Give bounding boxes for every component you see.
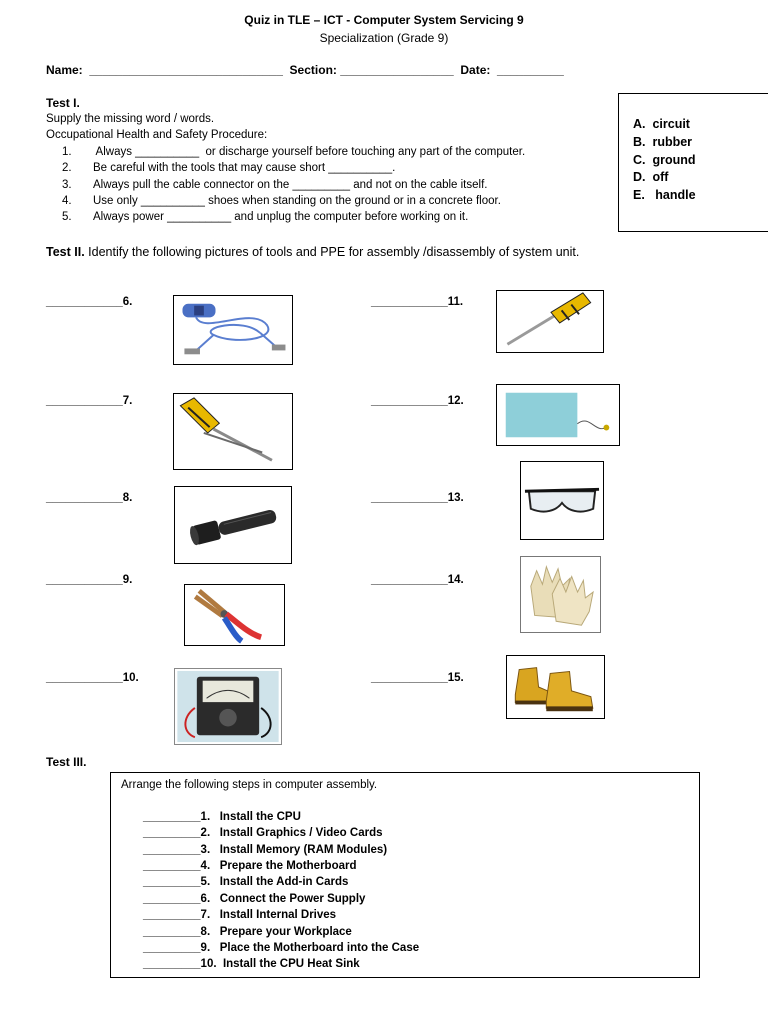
assembly-step: _________1. Install the CPU xyxy=(143,811,301,823)
assembly-step: _________2. Install Graphics / Video Cards xyxy=(143,827,383,839)
test1-item-text: Always pull the cable connector on the _________ and not on the cable itself. xyxy=(93,179,488,191)
test1-heading: Test I. xyxy=(46,96,80,110)
test1-item-number: 3. xyxy=(62,179,72,191)
answer-choices-box xyxy=(618,93,768,232)
flat-screwdriver-icon xyxy=(173,393,293,470)
test1-item-text: Be careful with the tools that may cause short __________. xyxy=(93,162,396,174)
gloves-icon xyxy=(520,556,601,633)
assembly-step: _________7. Install Internal Drives xyxy=(143,909,337,921)
choice-d: D. off xyxy=(633,170,669,184)
test1-item-number: 1. xyxy=(62,146,72,158)
test1-item-text: Always power __________ and unplug the computer before working on it. xyxy=(93,211,469,223)
choice-b: B. rubber xyxy=(633,135,693,149)
answer-blank-9: ____________9. xyxy=(46,574,133,586)
test1-item-text: Always __________ or discharge yourself before touching any part of the computer. xyxy=(93,146,526,158)
assembly-step: _________9. Place the Motherboard into the Case xyxy=(143,942,420,954)
assembly-step: _________8. Prepare your Workplace xyxy=(143,926,352,938)
assembly-step: _________5. Install the Add-in Cards xyxy=(143,876,349,888)
answer-blank-7: ____________7. xyxy=(46,395,133,407)
test1-item-number: 5. xyxy=(62,211,72,223)
answer-blank-12: ____________12. xyxy=(371,395,464,407)
anti-static-mat-icon xyxy=(496,384,620,446)
answer-blank-15: ____________15. xyxy=(371,672,464,684)
anti-static-wrist-strap-icon xyxy=(173,295,293,365)
test1-item-number: 4. xyxy=(62,195,72,207)
choice-c: C. ground xyxy=(633,153,696,167)
assembly-step: _________3. Install Memory (RAM Modules) xyxy=(143,844,388,856)
quiz-subtitle: Specialization (Grade 9) xyxy=(319,31,449,45)
safety-goggles-icon xyxy=(520,461,604,540)
student-info-line: Name: _____________________________ Section: _________________ Date: __________ xyxy=(46,63,564,77)
quiz-title: Quiz in TLE – ICT - Computer System Servicing 9 xyxy=(244,13,524,27)
phillips-screwdriver-icon xyxy=(496,290,604,353)
test3-instruction: Arrange the following steps in computer assembly. xyxy=(121,779,378,791)
answer-blank-13: ____________13. xyxy=(371,492,464,504)
test1-instruction: Supply the missing word / words. xyxy=(46,113,215,125)
pliers-icon xyxy=(184,584,285,646)
answer-blank-10: ____________10. xyxy=(46,672,139,684)
choice-e: E. handle xyxy=(633,188,696,202)
test1-topic: Occupational Health and Safety Procedure: xyxy=(46,129,268,141)
assembly-step: _________6. Connect the Power Supply xyxy=(143,893,366,905)
choice-a: A. circuit xyxy=(633,117,690,131)
multimeter-icon xyxy=(174,668,282,745)
test1-item-text: Use only __________ shoes when standing on the ground or in a concrete floor. xyxy=(93,195,501,207)
assembly-step: _________4. Prepare the Motherboard xyxy=(143,860,357,872)
answer-blank-11: ____________11. xyxy=(371,296,464,308)
test2-heading-line: Test II. Identify the following pictures of tools and PPE for assembly /disassembly of system unit. xyxy=(46,245,580,259)
test1-item-number: 2. xyxy=(62,162,72,174)
assembly-step: _________10. Install the CPU Heat Sink xyxy=(143,958,360,970)
answer-blank-14: ____________14. xyxy=(371,574,464,586)
flashlight-icon xyxy=(174,486,292,564)
answer-blank-6: ____________6. xyxy=(46,296,133,308)
assembly-steps-box xyxy=(110,772,700,978)
safety-boots-icon xyxy=(506,655,605,719)
test3-heading: Test III. xyxy=(46,755,87,769)
answer-blank-8: ____________8. xyxy=(46,492,133,504)
